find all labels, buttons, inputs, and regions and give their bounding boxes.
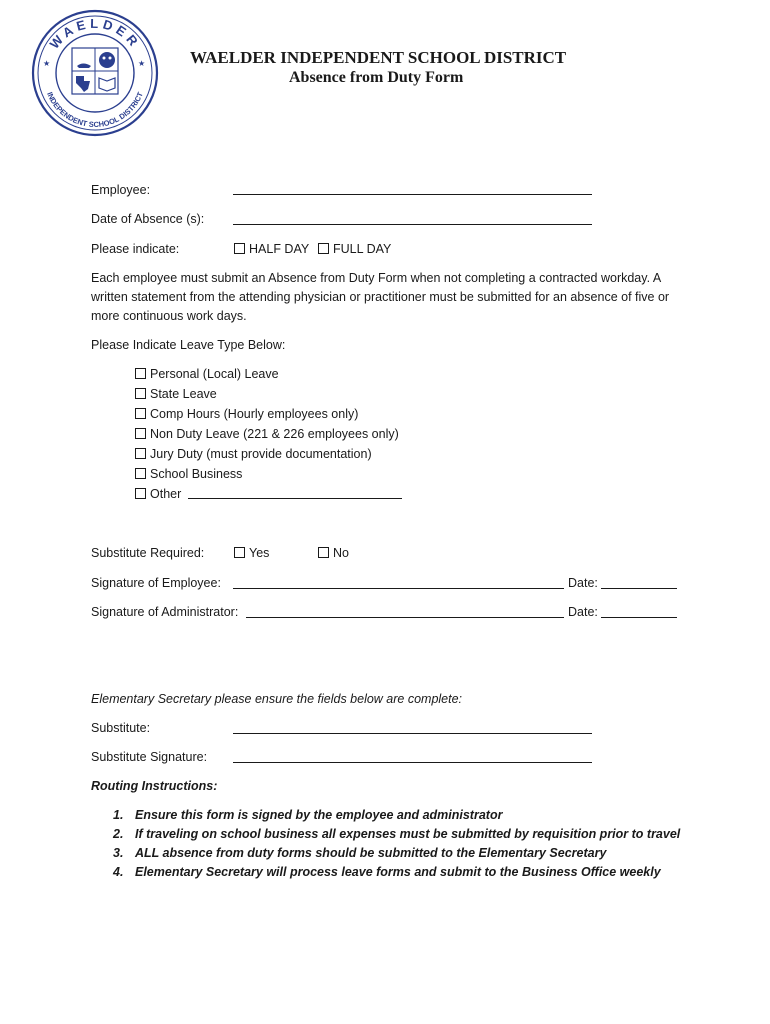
form-title: Absence from Duty Form [289,69,464,86]
substitute-yes-label: Yes [249,546,270,560]
full-day-checkbox[interactable] [318,243,329,254]
substitute-signature-field[interactable] [233,762,592,763]
routing-item-number: 2. [113,827,124,841]
employee-label: Employee: [91,183,151,197]
full-day-label: FULL DAY [333,242,392,256]
admin-date-label: Date: [568,605,598,619]
leave-checkbox[interactable] [135,368,146,379]
half-day-checkbox[interactable] [234,243,245,254]
substitute-label: Substitute: [91,721,151,735]
employee-signature-field[interactable] [233,588,564,589]
routing-item [113,845,606,861]
routing-item [113,826,680,842]
substitute-no-label: No [333,546,349,560]
leave-checkbox[interactable] [135,388,146,399]
leave-option-label: Comp Hours (Hourly employees only) [150,407,359,421]
routing-item-text: ALL absence from duty forms should be submitted to the Elementary Secretary [135,846,607,860]
substitute-field[interactable] [233,733,592,734]
substitute-no-option[interactable] [318,545,349,561]
leave-type-heading: Please Indicate Leave Type Below: [91,338,286,352]
routing-item-text: Elementary Secretary will process leave forms and submit to the Business Office weekly [135,865,661,879]
leave-checkbox[interactable] [135,408,146,419]
leave-checkbox[interactable] [135,488,146,499]
seal-ring-text: WAELDER [46,15,144,52]
leave-checkbox[interactable] [135,428,146,439]
seal-bottom-text: INDEPENDENT SCHOOL DISTRICT [45,90,145,130]
substitute-no-checkbox[interactable] [318,547,329,558]
admin-signature-field[interactable] [246,617,564,618]
leave-checkbox[interactable] [135,468,146,479]
employee-date-label: Date: [568,576,598,590]
routing-item [113,807,502,823]
svg-text:★: ★ [138,59,146,68]
half-day-label: HALF DAY [249,242,310,256]
routing-item-number: 3. [113,846,124,860]
substitute-signature-label: Substitute Signature: [91,750,208,764]
leave-option[interactable] [135,426,399,442]
leave-option-label: State Leave [150,387,217,401]
policy-paragraph: Each employee must submit an Absence from Duty Form when not completing a contracted workday. A written statement from the attending physician or practitioner must be submitted for an absence of five or more continuous work days. [91,271,670,323]
half-day-option[interactable] [234,241,309,257]
date-of-absence-field[interactable] [233,224,592,225]
routing-item-text: If traveling on school business all expenses must be submitted by requisition prior to travel [135,827,681,841]
employee-date-field[interactable] [601,588,677,589]
leave-option-label: Personal (Local) Leave [150,367,279,381]
routing-item-number: 1. [113,808,124,822]
admin-signature-label: Signature of Administrator: [91,605,239,619]
admin-date-field[interactable] [601,617,677,618]
employee-signature-label: Signature of Employee: [91,576,221,590]
leave-option[interactable] [135,366,279,382]
full-day-option[interactable] [318,241,391,257]
secretary-note: Elementary Secretary please ensure the fields below are complete: [91,692,463,706]
routing-heading: Routing Instructions: [91,779,218,793]
routing-item-number: 4. [113,865,124,879]
leave-option-label: School Business [150,467,243,481]
leave-option-label: Non Duty Leave (221 & 226 employees only) [150,427,399,441]
please-indicate-label: Please indicate: [91,242,180,256]
leave-option-label: Other [150,487,182,501]
leave-checkbox[interactable] [135,448,146,459]
routing-item-text: Ensure this form is signed by the employee and administrator [135,808,503,822]
routing-item [113,864,661,880]
date-of-absence-label: Date of Absence (s): [91,212,205,226]
district-seal [30,8,160,138]
employee-field[interactable] [233,194,592,195]
other-leave-field[interactable] [188,498,402,499]
substitute-yes-option[interactable] [234,545,269,561]
leave-option[interactable] [135,386,217,402]
leave-option[interactable] [135,466,242,482]
district-name: WAELDER INDEPENDENT SCHOOL DISTRICT [190,48,567,67]
substitute-required-label: Substitute Required: [91,546,205,560]
leave-option[interactable] [135,406,358,422]
svg-text:★: ★ [43,59,51,68]
leave-option-label: Jury Duty (must provide documentation) [150,447,372,461]
leave-option-other[interactable] [135,486,181,502]
substitute-yes-checkbox[interactable] [234,547,245,558]
leave-option[interactable] [135,446,372,462]
